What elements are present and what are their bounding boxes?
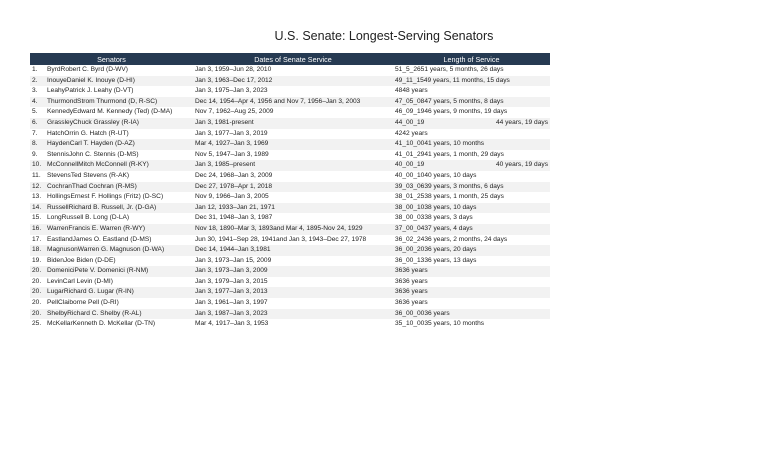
senator-name-cell: CochranThad Cochran (R-MS) <box>45 182 193 193</box>
service-length-wrap <box>395 107 550 118</box>
senator-name-cell: InouyeDaniel K. Inouye (D-HI) <box>45 76 193 87</box>
senator-name-cell: HollingsErnest F. Hollings (Fritz) (D-SC) <box>45 192 193 203</box>
service-dates-cell: Jan 3, 1987–Jan 3, 2023 <box>193 309 393 320</box>
service-dates-cell: Jan 3, 1959–Jun 28, 2010 <box>193 65 393 76</box>
page-title: U.S. Senate: Longest-Serving Senators <box>274 29 494 43</box>
service-length-wrap <box>395 245 550 256</box>
rank-cell: 9. <box>30 150 45 161</box>
service-dates-cell: Nov 9, 1966–Jan 3, 2005 <box>193 192 393 203</box>
table-row <box>30 203 550 214</box>
table-row <box>30 65 550 76</box>
service-length-cell <box>393 171 550 182</box>
rank-cell: 16. <box>30 224 45 235</box>
senator-name-cell: GrassleyChuck Grassley (R-IA) <box>45 118 193 129</box>
table-row <box>30 266 550 277</box>
rank-cell: 13. <box>30 192 45 203</box>
service-length-wrap <box>395 139 550 150</box>
service-length-wrap <box>395 171 550 182</box>
service-length-cell <box>393 277 550 288</box>
senators-table <box>30 53 550 330</box>
service-dates-cell: Jan 3, 1977–Jan 3, 2013 <box>193 287 393 298</box>
service-length-cell <box>393 150 550 161</box>
service-length-wrap <box>395 203 550 214</box>
senator-name-cell: HatchOrrin G. Hatch (R-UT) <box>45 129 193 140</box>
service-length-text: 3636 years <box>395 277 428 285</box>
service-dates-cell: Jan 3, 1963–Dec 17, 2012 <box>193 76 393 87</box>
service-length-wrap <box>395 76 550 87</box>
service-length-cell <box>393 129 550 140</box>
service-dates-cell: Mar 4, 1917–Jan 3, 1953 <box>193 319 393 330</box>
table-row <box>30 245 550 256</box>
service-dates-cell: Nov 18, 1890–Mar 3, 1893and Mar 4, 1895-Nov 24, 1929 <box>193 224 393 235</box>
service-length-cell <box>393 224 550 235</box>
senator-name-cell: KennedyEdward M. Kennedy (Ted) (D-MA) <box>45 107 193 118</box>
service-length-extra: 40 years, 19 days <box>495 161 548 169</box>
senator-name-cell: McKellarKenneth D. McKellar (D-TN) <box>45 319 193 330</box>
service-length-wrap <box>395 298 550 309</box>
service-length-wrap <box>395 86 550 97</box>
table-row <box>30 287 550 298</box>
table-row <box>30 309 550 320</box>
rank-cell: 20. <box>30 309 45 320</box>
senator-name-cell: StevensTed Stevens (R-AK) <box>45 171 193 182</box>
rank-cell: 25. <box>30 319 45 330</box>
service-length-text: 36_00_0036 years <box>395 309 450 317</box>
service-length-wrap <box>395 129 550 140</box>
service-length-wrap <box>395 192 550 203</box>
rank-cell: 4. <box>30 97 45 108</box>
table-row <box>30 76 550 87</box>
rank-cell: 19. <box>30 256 45 267</box>
service-length-text: 41_10_0041 years, 10 months <box>395 140 485 148</box>
service-dates-cell: Jan 3, 1977–Jan 3, 2019 <box>193 129 393 140</box>
service-length-cell <box>393 107 550 118</box>
rank-cell: 10. <box>30 160 45 171</box>
service-dates-cell: Jan 3, 1973–Jan 15, 2009 <box>193 256 393 267</box>
service-length-cell <box>393 192 550 203</box>
table-row <box>30 150 550 161</box>
service-length-extra: 44 years, 19 days <box>495 118 548 126</box>
service-dates-cell: Jan 3, 1961–Jan 3, 1997 <box>193 298 393 309</box>
service-length-text: 35_10_0035 years, 10 months <box>395 320 485 328</box>
service-length-wrap <box>395 309 550 320</box>
service-length-text: 40_00_19 <box>395 161 425 169</box>
service-length-text: 47_05_0847 years, 5 months, 8 days <box>395 97 504 105</box>
rank-cell: 11. <box>30 171 45 182</box>
service-dates-cell: Jan 3, 1975–Jan 3, 2023 <box>193 86 393 97</box>
header-senators[interactable]: Senators <box>30 53 193 65</box>
table-row <box>30 107 550 118</box>
service-length-text: 38_01_2538 years, 1 month, 25 days <box>395 193 504 201</box>
service-dates-cell: Jun 30, 1941–Sep 28, 1941and Jan 3, 1943–Dec 27, 1978 <box>193 235 393 246</box>
senator-name-cell: LongRussell B. Long (D-LA) <box>45 213 193 224</box>
service-dates-cell: Jan 3, 1979–Jan 3, 2015 <box>193 277 393 288</box>
service-length-wrap <box>395 277 550 288</box>
service-length-text: 49_11_1549 years, 11 months, 15 days <box>395 76 510 84</box>
rank-cell: 5. <box>30 107 45 118</box>
rank-cell: 20. <box>30 266 45 277</box>
table-row <box>30 235 550 246</box>
senator-name-cell: PellClaiborne Pell (D-RI) <box>45 298 193 309</box>
rank-cell: 17. <box>30 235 45 246</box>
service-length-text: 36_00_1336 years, 13 days <box>395 256 477 264</box>
senator-name-cell: ByrdRobert C. Byrd (D-WV) <box>45 65 193 76</box>
service-length-cell <box>393 213 550 224</box>
service-length-text: 3636 years <box>395 288 428 296</box>
service-dates-cell: Dec 31, 1948–Jan 3, 1987 <box>193 213 393 224</box>
service-dates-cell: Jan 12, 1933–Jan 21, 1971 <box>193 203 393 214</box>
service-length-cell <box>393 266 550 277</box>
rank-cell: 7. <box>30 129 45 140</box>
service-length-text: 4242 years <box>395 129 428 137</box>
service-length-wrap <box>395 235 550 246</box>
rank-cell: 15. <box>30 213 45 224</box>
rank-cell: 8. <box>30 139 45 150</box>
service-length-cell <box>393 235 550 246</box>
service-length-text: 36_00_2036 years, 20 days <box>395 246 477 254</box>
senator-name-cell: StennisJohn C. Stennis (D-MS) <box>45 150 193 161</box>
rank-cell: 20. <box>30 287 45 298</box>
table-row <box>30 97 550 108</box>
service-length-cell <box>393 139 550 150</box>
service-length-text: 51_5_2651 years, 5 months, 26 days <box>395 66 504 73</box>
table-row <box>30 298 550 309</box>
service-length-wrap <box>395 266 550 277</box>
table-row <box>30 213 550 224</box>
service-length-text: 46_09_1946 years, 9 months, 19 days <box>395 108 508 116</box>
senator-name-cell: HaydenCarl T. Hayden (D-AZ) <box>45 139 193 150</box>
rank-cell: 6. <box>30 118 45 129</box>
table-row <box>30 129 550 140</box>
service-dates-cell: Dec 14, 1944–Jan 3,1981 <box>193 245 393 256</box>
rank-cell: 20. <box>30 277 45 288</box>
service-length-cell <box>393 203 550 214</box>
senator-name-cell: DomeniciPete V. Domenici (R-NM) <box>45 266 193 277</box>
rank-cell: 20. <box>30 298 45 309</box>
service-length-cell <box>393 118 550 129</box>
header-length[interactable]: Length of Service <box>393 53 550 65</box>
rank-cell: 3. <box>30 86 45 97</box>
service-length-cell <box>393 245 550 256</box>
service-length-cell <box>393 76 550 87</box>
service-length-cell <box>393 309 550 320</box>
service-length-text: 39_03_0639 years, 3 months, 6 days <box>395 182 504 190</box>
table-row <box>30 224 550 235</box>
table-row <box>30 118 550 129</box>
rank-cell: 1. <box>30 65 45 76</box>
service-length-cell <box>393 287 550 298</box>
service-length-cell <box>393 97 550 108</box>
service-length-text: 36_02_2436 years, 2 months, 24 days <box>395 235 508 243</box>
senator-name-cell: LevinCarl Levin (D-MI) <box>45 277 193 288</box>
service-dates-cell: Nov 7, 1962–Aug 25, 2009 <box>193 107 393 118</box>
senator-name-cell: WarrenFrancis E. Warren (R-WY) <box>45 224 193 235</box>
service-length-cell <box>393 160 550 171</box>
table-row <box>30 86 550 97</box>
service-length-wrap <box>395 319 550 330</box>
table-row <box>30 256 550 267</box>
service-length-wrap <box>395 97 550 108</box>
senator-name-cell: LugarRichard G. Lugar (R-IN) <box>45 287 193 298</box>
table-row <box>30 192 550 203</box>
rank-cell: 18. <box>30 245 45 256</box>
service-dates-cell: Dec 14, 1954–Apr 4, 1956 and Nov 7, 1956–Jan 3, 2003 <box>193 97 393 108</box>
rank-cell: 12. <box>30 182 45 193</box>
rank-cell: 14. <box>30 203 45 214</box>
service-length-cell <box>393 65 550 76</box>
service-dates-cell: Nov 5, 1947–Jan 3, 1989 <box>193 150 393 161</box>
table-header-row <box>30 53 550 65</box>
service-length-text: 38_00_1038 years, 10 days <box>395 203 477 211</box>
service-length-wrap <box>395 224 550 235</box>
service-length-text: 4848 years <box>395 87 428 95</box>
table-row <box>30 319 550 330</box>
service-length-text: 38_00_0338 years, 3 days <box>395 214 473 222</box>
service-length-wrap <box>395 160 550 171</box>
senator-name-cell: RussellRichard B. Russell, Jr. (D-GA) <box>45 203 193 214</box>
service-length-wrap <box>395 150 550 161</box>
service-dates-cell: Jan 3, 1985–present <box>193 160 393 171</box>
service-length-text: 37_00_0437 years, 4 days <box>395 224 473 232</box>
service-length-wrap <box>395 213 550 224</box>
service-dates-cell: Dec 27, 1978–Apr 1, 2018 <box>193 182 393 193</box>
table-row <box>30 160 550 171</box>
senator-name-cell: EastlandJames O. Eastland (D-MS) <box>45 235 193 246</box>
service-length-wrap <box>395 118 550 129</box>
service-length-wrap <box>395 182 550 193</box>
service-length-cell <box>393 256 550 267</box>
senator-name-cell: LeahyPatrick J. Leahy (D-VT) <box>45 86 193 97</box>
service-length-wrap <box>395 256 550 267</box>
senator-name-cell: ShelbyRichard C. Shelby (R-AL) <box>45 309 193 320</box>
senator-name-cell: McConnellMitch McConnell (R-KY) <box>45 160 193 171</box>
senator-name-cell: BidenJoe Biden (D-DE) <box>45 256 193 267</box>
service-length-cell <box>393 319 550 330</box>
service-length-cell <box>393 182 550 193</box>
service-dates-cell: Dec 24, 1968–Jan 3, 2009 <box>193 171 393 182</box>
service-length-text: 44_00_19 <box>395 118 425 126</box>
service-length-text: 3636 years <box>395 299 428 307</box>
service-length-wrap <box>395 65 550 76</box>
service-length-text: 41_01_2941 years, 1 month, 29 days <box>395 150 504 158</box>
service-dates-cell: Mar 4, 1927–Jan 3, 1969 <box>193 139 393 150</box>
senator-name-cell: MagnusonWarren G. Magnuson (D-WA) <box>45 245 193 256</box>
service-length-text: 40_00_1040 years, 10 days <box>395 171 477 179</box>
table-row <box>30 277 550 288</box>
table-row <box>30 139 550 150</box>
service-dates-cell: Jan 3, 1981-present <box>193 118 393 129</box>
service-length-wrap <box>395 287 550 298</box>
table-row <box>30 171 550 182</box>
senator-name-cell: ThurmondStrom Thurmond (D, R-SC) <box>45 97 193 108</box>
header-dates[interactable]: Dates of Senate Service <box>193 53 393 65</box>
service-dates-cell: Jan 3, 1973–Jan 3, 2009 <box>193 266 393 277</box>
table-row <box>30 182 550 193</box>
rank-cell: 2. <box>30 76 45 87</box>
service-length-cell <box>393 298 550 309</box>
service-length-cell <box>393 86 550 97</box>
service-length-text: 3636 years <box>395 267 428 275</box>
